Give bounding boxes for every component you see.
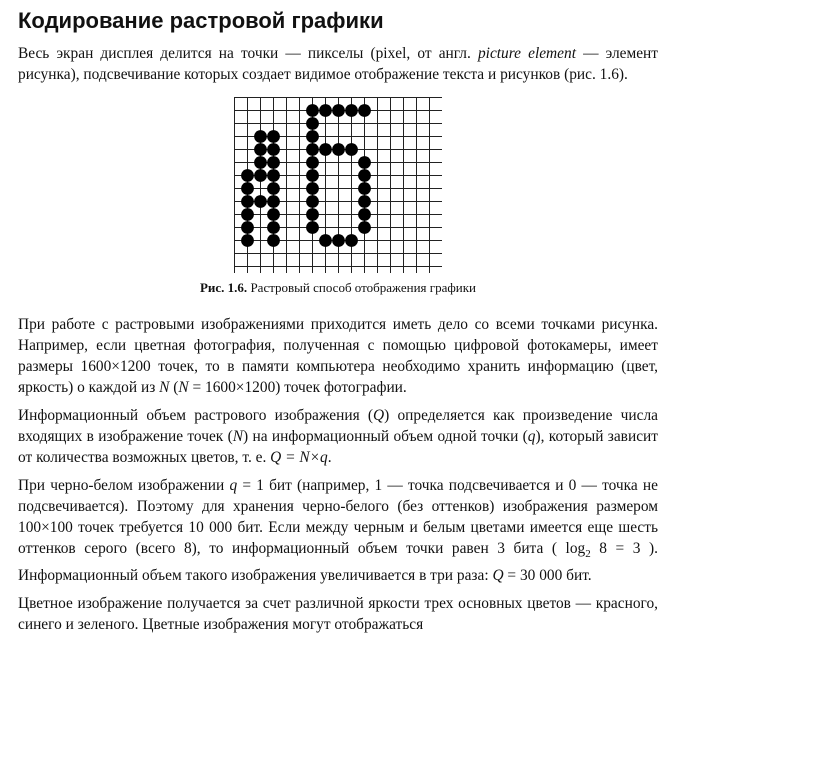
- pixel-dot: [267, 130, 280, 143]
- pixel-dot: [358, 208, 371, 221]
- pixel-dot: [306, 221, 319, 234]
- document-page: [18, 8, 658, 635]
- pixel-dot: [254, 195, 267, 208]
- pixel-dot: [332, 234, 345, 247]
- intro-paragraph: Весь экран дисплея делится на точки — пикселы (pixel, от англ. picture element — элемент рисунка), подсвечивание которых создает видимое отображение текста и рисунков (рис. 1.6).: [18, 45, 659, 83]
- pixel-dot: [267, 169, 280, 182]
- pixel-dot: [254, 156, 267, 169]
- pixel-dot: [306, 195, 319, 208]
- paragraph-2: При работе с растровыми изображениями приходится иметь дело со всеми точками рисунка. Например, если цветная фотография, полученная с помощью цифровой фотокамеры, имеет размеры 1600×1200 точек, то в памяти компьютера необходимо хранить информацию (цвет, яркость) о каждой из N (N = 1600×1200) точек фотографии.: [18, 316, 658, 396]
- pixel-dot: [254, 143, 267, 156]
- pixel-dot: [319, 234, 332, 247]
- pixel-dot: [241, 208, 254, 221]
- pixel-dot: [241, 169, 254, 182]
- pixel-dot: [358, 169, 371, 182]
- pixel-dot: [345, 104, 358, 117]
- pixel-dot: [319, 104, 332, 117]
- raster-grid: [234, 97, 442, 273]
- pixel-dot: [254, 130, 267, 143]
- pixel-dot: [358, 195, 371, 208]
- pixel-dot: [306, 143, 319, 156]
- pixel-dot: [306, 169, 319, 182]
- pixel-dot: [306, 182, 319, 195]
- pixel-dot: [267, 182, 280, 195]
- paragraph-4: При черно-белом изображении q = 1 бит (например, 1 — точка подсвечивается и 0 — точка не подсвечивается). Поэтому для хранения черно-белого (без оттенков) изображения размером 100×100 точек требуется 10 000 бит. Если между черным и белым цветами имеется еще шесть оттенков серого (всего 8), то информационный объем точки равен 3 бита ( $\log_2 8 = 3$ ). Информационный объем такого изображения увеличивается в три раза: Q = 30 000 бит.: [18, 477, 659, 584]
- paragraph-5: Цветное изображение получается за счет различной яркости трех основных цветов — красного, синего и зеленого. Цветные изображения могут отображаться: [18, 595, 658, 633]
- pixel-dot: [267, 156, 280, 169]
- pixel-dot: [358, 156, 371, 169]
- pixel-dot: [241, 195, 254, 208]
- pixel-dot: [358, 182, 371, 195]
- pixel-dot: [241, 234, 254, 247]
- pixel-dot: [267, 221, 280, 234]
- pixel-dot: [254, 169, 267, 182]
- pixel-dot: [306, 208, 319, 221]
- pixel-dot: [306, 104, 319, 117]
- formula: Q = N×q: [270, 449, 328, 466]
- page-title: Кодирование растровой графики: [18, 8, 384, 33]
- pixel-dot: [358, 104, 371, 117]
- pixel-dot: [306, 156, 319, 169]
- pixel-dot: [267, 195, 280, 208]
- paragraph-3: Информационный объем растрового изображения (Q) определяется как произведение числа входящих в изображение точек (N) на информационный объем одной точки (q), который зависит от количества возможных цветов, т. е. Q = N×q.: [18, 407, 658, 466]
- pixel-dot: [345, 143, 358, 156]
- pixel-dot: [358, 221, 371, 234]
- figure-caption: Рис. 1.6. Растровый способ отображения графики: [199, 280, 477, 295]
- figure-raster: [18, 97, 658, 296]
- pixel-dot: [332, 104, 345, 117]
- pixel-dot: [267, 208, 280, 221]
- pixel-dot: [345, 234, 358, 247]
- pixel-dot: [306, 117, 319, 130]
- pixel-dot: [332, 143, 345, 156]
- pixel-dot: [306, 130, 319, 143]
- pixel-dot: [267, 143, 280, 156]
- pixel-dot: [241, 221, 254, 234]
- pixel-dot: [267, 234, 280, 247]
- pixel-dot: [319, 143, 332, 156]
- pixel-dot: [241, 182, 254, 195]
